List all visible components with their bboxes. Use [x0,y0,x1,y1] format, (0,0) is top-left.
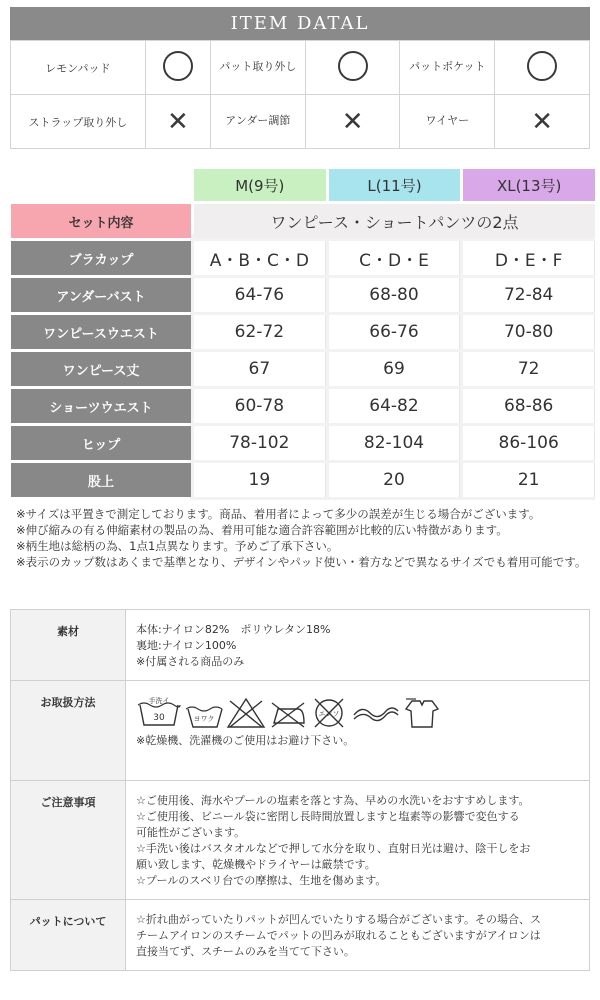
feature-label-pad-removable: パット取り外し [211,41,306,95]
size-row-label: ワンピースウエスト [11,315,191,349]
size-row-label: ヒップ [11,426,191,460]
caution-value [126,781,590,900]
circle-icon [338,51,368,81]
size-value-m: 78-102 [194,426,326,460]
size-value-m: 64-76 [194,278,326,312]
size-row [11,241,595,275]
size-value-m: A・B・C・D [194,241,326,275]
pad-line: 直接当てず、スチームのみを当てて下さい。 [136,945,355,958]
wring-lightly-icon [350,695,400,731]
feature-label-under-adjust: アンダー調節 [211,95,306,149]
size-value-l: C・D・E [329,241,461,275]
cross-icon: ✕ [531,106,553,137]
set-contents-label: セット内容 [11,204,191,238]
set-contents-row [11,204,595,238]
no-iron-icon [268,695,308,731]
pad-line: チームアイロンのスチームでパットの凹みが取れることもございますがアイロンは [136,929,541,942]
caution-row [11,781,590,900]
feature-label-strap-removable: ストラップ取り外し [11,95,146,149]
features-row-1 [11,41,590,95]
care-label: お取扱方法 [11,681,126,781]
size-row [11,315,595,349]
weak-wash-icon-label: ヨワク [193,715,215,723]
size-row [11,463,595,497]
size-value-xl: D・E・F [463,241,595,275]
hand-wash-icon [136,695,182,731]
size-row [11,352,595,386]
size-value-xl: 21 [463,463,595,497]
material-row [11,610,590,681]
size-value-m: 62-72 [194,315,326,349]
size-value-l: 66-76 [329,315,461,349]
material-line: ※付属される商品のみ [136,655,245,668]
pad-line: ☆折れ曲がっていたりパットが凹んでいたりする場合がございます。その場合、ス [136,913,541,926]
size-value-xl: 70-80 [463,315,595,349]
set-contents-value: ワンピース・ショートパンツの2点 [194,204,595,238]
product-info-table [10,609,590,971]
size-value-l: 82-104 [329,426,461,460]
size-value-l: 20 [329,463,461,497]
caution-line: 願い致します、乾燥機やドライヤーは厳禁です。 [136,858,376,871]
features-row-2 [11,95,590,149]
weak-wash-icon [184,695,224,731]
size-header-xl: XL(13号) [463,169,595,201]
care-row [11,681,590,781]
feature-symbol-lemon-pad [145,41,210,95]
caution-line: 可能性がございます。 [136,826,246,839]
feature-label-wire: ワイヤー [400,95,495,149]
size-row-label: ワンピース丈 [11,352,191,386]
caution-line: ☆手洗い後はバスタオルなどで押して水分を取り、直射日光は避け、陰干しをお [136,842,531,855]
pad-label: パットについて [11,900,126,971]
pad-row [11,900,590,971]
size-value-l: 64-82 [329,389,461,423]
caution-line: ☆プールのスベリ台での摩擦は、生地を傷めます。 [136,874,387,887]
size-value-m: 67 [194,352,326,386]
size-value-m: 19 [194,463,326,497]
size-value-m: 60-78 [194,389,326,423]
size-notes [16,506,596,570]
size-row [11,426,595,460]
material-value [126,610,590,681]
size-value-l: 69 [329,352,461,386]
cross-icon: ✕ [166,106,189,137]
note-line: ※伸び縮みの有る伸縮素材の製品の為、着用可能な適合許容範囲が比較的広い特徴があります。 [16,523,508,537]
hand-wash-icon-label: 手洗イ [148,697,170,705]
no-bleach-icon [226,695,266,731]
feature-label-pad-pocket: パットポケット [400,41,495,95]
hand-wash-temp: 30 [153,713,165,723]
pad-value [126,900,590,971]
caution-line: ☆ご使用後、ビニール袋に密閉し長時間放置しますと塩素等の影響で変色する [136,810,520,823]
care-value [126,681,590,781]
feature-symbol-pad-removable [305,41,400,95]
features-table [10,40,590,149]
cross-icon: ✕ [341,106,364,137]
note-line: ※表示のカップ数はあくまで基準となり、デザインやパッド使い・着方などで異なるサイズでも着用可能です。 [16,555,587,569]
size-header-blank [11,169,191,201]
feature-symbol-strap-removable [145,95,210,149]
care-note: ※乾燥機、洗濯機のご使用はお避け下さい。 [136,734,355,747]
size-row [11,278,595,312]
size-header-m: M(9号) [194,169,326,201]
feature-symbol-pad-pocket [495,41,590,95]
size-value-xl: 72-84 [463,278,595,312]
circle-icon [527,51,557,81]
material-line: 裏地:ナイロン100% [136,639,237,652]
size-row-label: ブラカップ [11,241,191,275]
size-value-l: 68-80 [329,278,461,312]
note-line: ※柄生地は総柄の為、1点1点異なります。予めご了承下さい。 [16,539,339,553]
caution-label: ご注意事項 [11,781,126,900]
size-table [8,166,598,500]
feature-label-lemon-pad: レモンパッド [11,41,146,95]
size-header-row [11,169,595,201]
note-line: ※サイズは平置きで測定しております。商品、着用者によって多少の誤差が生じる場合がございます。 [16,507,541,521]
circle-icon [163,51,193,81]
no-dry-clean-icon-label: エンソ [318,710,340,718]
no-dry-clean-icon [310,695,348,731]
care-symbols [136,695,579,731]
shade-dry-icon [402,695,442,731]
size-value-xl: 86-106 [463,426,595,460]
size-value-xl: 68-86 [463,389,595,423]
size-header-l: L(11号) [329,169,461,201]
size-row [11,389,595,423]
material-label: 素材 [11,610,126,681]
size-row-label: アンダーバスト [11,278,191,312]
feature-symbol-under-adjust [305,95,400,149]
item-data-header [10,7,590,40]
material-line: 本体:ナイロン82% ポリウレタン18% [136,623,331,636]
caution-line: ☆ご使用後、海水やプールの塩素を落とす為、早めの水洗いをおすすめします。 [136,794,530,807]
feature-symbol-wire [495,95,590,149]
size-value-xl: 72 [463,352,595,386]
item-data-title: ITEM DATAL [230,13,370,34]
size-row-label: 股上 [11,463,191,497]
size-row-label: ショーツウエスト [11,389,191,423]
